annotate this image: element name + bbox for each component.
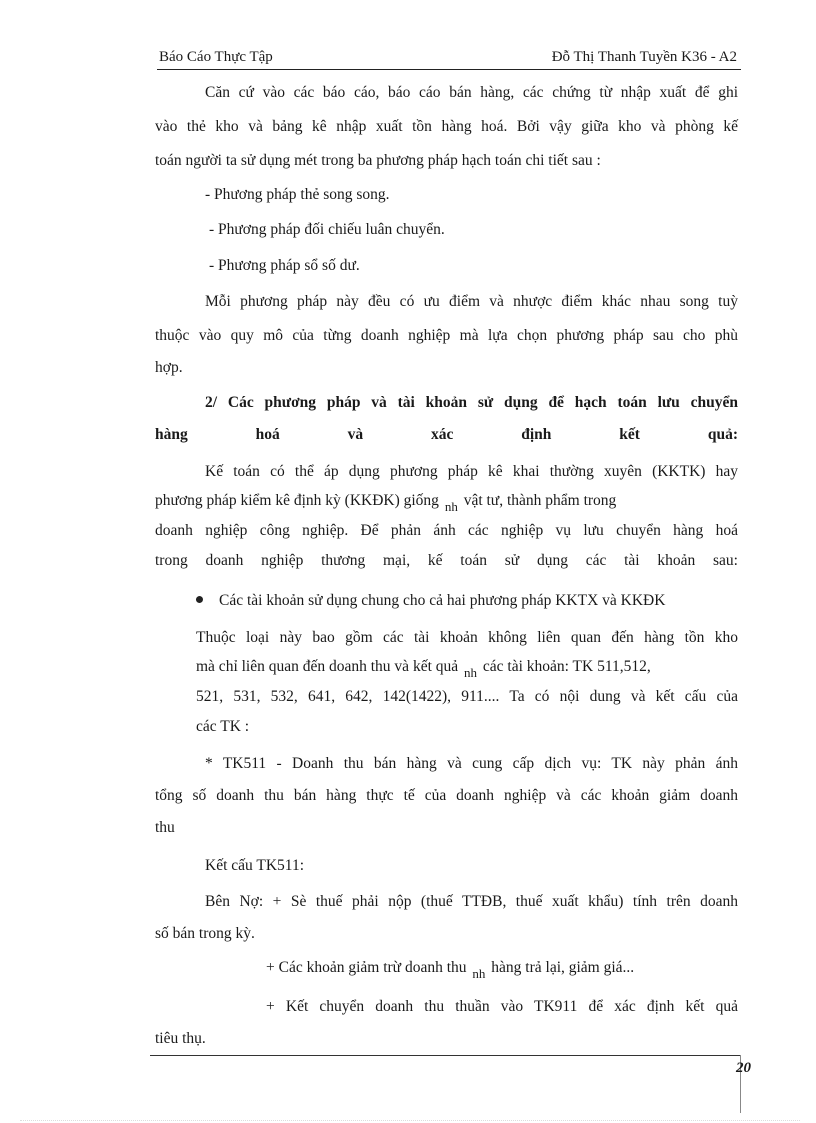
page-bottom-border: [20, 1120, 800, 1121]
para4-line3: 521, 531, 532, 641, 642, 142(1422), 911.... Ta có nội dung và kết cấu của: [196, 688, 738, 705]
para3-line2-part1: phương pháp kiểm kê định kỳ (KKĐK) giống: [155, 492, 439, 509]
method-item-3: - Phương pháp sổ số dư.: [209, 257, 360, 274]
para3-line3: doanh nghiệp công nghiệp. Để phản ánh các nghiệp vụ lưu chuyển hàng hoá: [155, 522, 738, 539]
debit-line2: số bán trong kỳ.: [155, 925, 255, 942]
para1-line1: Căn cứ vào các báo cáo, báo cáo bán hàng, các chứng từ nhập xuất để ghi: [205, 84, 738, 101]
method-item-1: - Phương pháp thẻ song song.: [205, 186, 390, 203]
para3-line2: [155, 491, 738, 517]
debit-item3-line1: + Kết chuyển doanh thu thuần vào TK911 để xác định kết quả: [266, 998, 738, 1015]
para4-line2-part2: các tài khoản: TK 511,512,: [482, 658, 651, 675]
para4-line4: các TK :: [196, 718, 250, 735]
para5-line2: tổng số doanh thu bán hàng thực tế của doanh nghiệp và các khoản giảm doanh: [155, 787, 738, 804]
debit-subscript: nh: [472, 966, 486, 981]
header-title: Báo Cáo Thực Tập: [159, 49, 273, 65]
footer-divider: [150, 1055, 740, 1056]
para5-line1: * TK511 - Doanh thu bán hàng và cung cấp dịch vụ: TK này phản ánh: [205, 755, 738, 772]
para3-line4: trong doanh nghiệp thương mại, kế toán sử dụng các tài khoản sau:: [155, 552, 738, 569]
para1-line3: toán người ta sử dụng mét trong ba phương pháp hạch toán chi tiết sau :: [155, 152, 601, 169]
debit-item2: [266, 958, 634, 984]
para2-line2: thuộc vào quy mô của từng doanh nghiệp mà lựa chọn phương pháp sau cho phù: [155, 327, 738, 344]
structure-title: Kết cấu TK511:: [205, 857, 305, 874]
para1-line2: vào thẻ kho và bảng kê nhập xuất tồn hàng hoá. Bởi vậy giữa kho và phòng kế: [155, 118, 738, 135]
para3-line2-part2: vật tư, thành phẩm trong: [463, 492, 617, 509]
bullet-item: Các tài khoản sử dụng chung cho cả hai phương pháp KKTX và KKĐK: [219, 592, 666, 609]
section-heading-line1: 2/ Các phương pháp và tài khoản sử dụng để hạch toán lưu chuyển: [205, 394, 738, 411]
para4-line2-part1: mà chỉ liên quan đến doanh thu và kết quả: [196, 658, 459, 675]
method-item-2: - Phương pháp đối chiếu luân chuyển.: [209, 221, 445, 238]
debit-item3-line2: tiêu thụ.: [155, 1030, 206, 1047]
header-author: Đỗ Thị Thanh Tuyền K36 - A2: [551, 49, 737, 65]
para2-line3: hợp.: [155, 359, 183, 376]
para4-line2: [196, 657, 738, 683]
para3-line1: Kế toán có thể áp dụng phương pháp kê khai thường xuyên (KKTK) hay: [205, 463, 738, 480]
bullet-icon: [195, 595, 204, 604]
para5-line3: thu: [155, 819, 175, 836]
para3-subscript: nh: [444, 499, 458, 514]
para4-subscript: nh: [464, 665, 478, 680]
para2-line1: Mỗi phương pháp này đều có ưu điểm và nhược điểm khác nhau song tuỳ: [205, 293, 738, 310]
page-number: 20: [736, 1060, 751, 1076]
section-heading-line2: hàng hoá và xác định kết quả:: [155, 426, 738, 443]
para4-line1: Thuộc loại này bao gồm các tài khoản không liên quan đến hàng tồn kho: [196, 629, 738, 646]
debit-item2-part2: hàng trả lại, giảm giá...: [491, 959, 635, 976]
debit-item2-part1: + Các khoản giảm trừ doanh thu: [266, 959, 467, 976]
page-header: [157, 47, 741, 70]
debit-line1: Bên Nợ: + Sè thuế phải nộp (thuế TTĐB, thuế xuất khẩu) tính trên doanh: [205, 893, 738, 910]
